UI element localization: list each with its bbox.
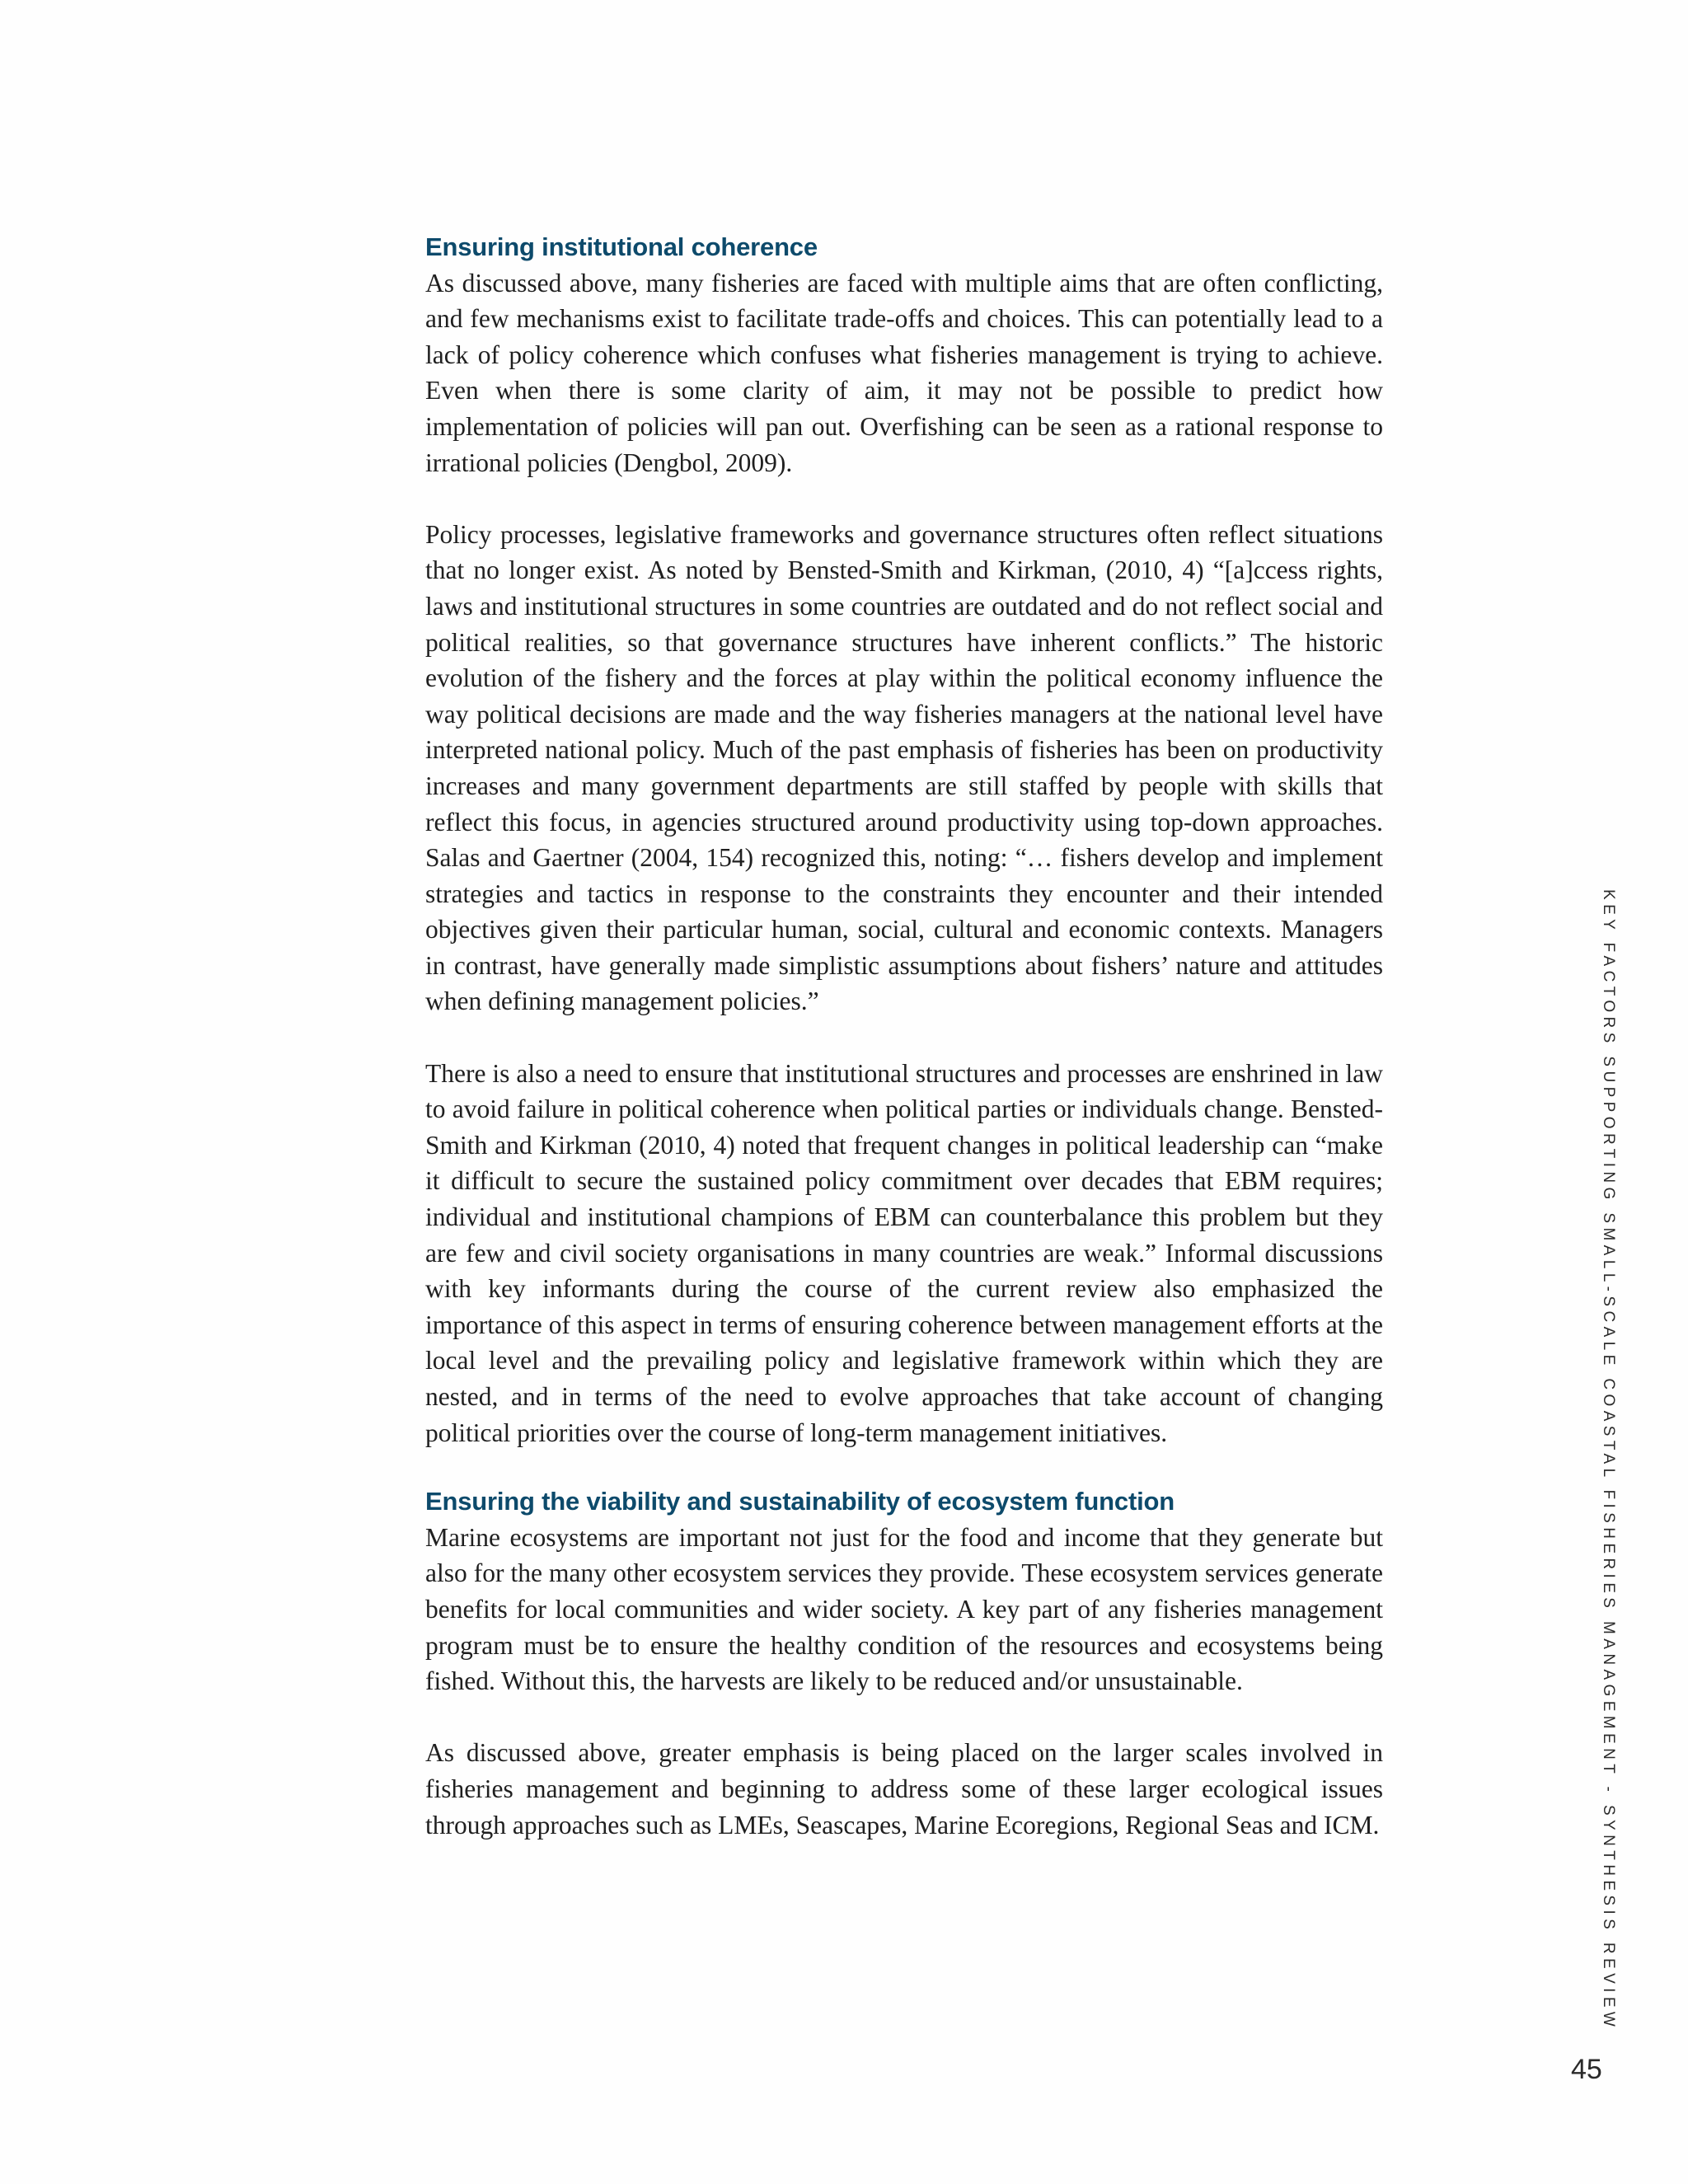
page-number: 45 — [1571, 2054, 1602, 2085]
running-head: KEY FACTORS SUPPORTING SMALL-SCALE COASTAL FISHERIES MANAGEMENT - SYNTHESIS REVIEW — [1600, 889, 1617, 2032]
section-heading-institutional-coherence: Ensuring institutional coherence — [425, 232, 818, 261]
paragraph: As discussed above, greater emphasis is being placed on the larger scales involved in fisheries management and beginning to address some of these larger ecological issues through approaches such as LMEs, Seascapes, Marine Ecoregions, Regional Seas and ICM. — [425, 1738, 1383, 1840]
paragraph: Marine ecosystems are important not just for the food and income that they generate but also for the many other ecosystem services they provide. These ecosystem services generate benefits for local communities and wider society. A key part of any fisheries management program must be to ensure the healthy condition of the resources and ecosystems being fished. Without this, the harvests are likely to be reduced and/or unsustainable. — [425, 1522, 1383, 1696]
paragraph: As discussed above, many fisheries are faced with multiple aims that are often conflicting, and few mechanisms exist to facilitate trade-offs and choices. This can potentially lead to a lack of policy coherence which confuses what fisheries management is trying to achieve. Even when there is some clarity of aim, it may not be possible to predict how implementation of policies will pan out. Overfishing can be seen as a rational response to irrational policies (Dengbol, 2009). — [425, 268, 1383, 477]
paragraph: Policy processes, legislative frameworks and governance structures often reflect situations that no longer exist. As noted by Bensted-Smith and Kirkman, (2010, 4) “[a]ccess rights, laws and institutional structures in some countries are outdated and do not reflect social and political realities, so that governance structures have inherent conflicts.” The historic evolution of the fishery and the forces at play within the political economy influence the way political decisions are made and the way fisheries managers at the national level have interpreted national policy. Much of the past emphasis of fisheries has been on productivity increases and many government departments are still staffed by people with skills that reflect this focus, in agencies structured around productivity using top-down approaches. Salas and Gaertner (2004, 154) recognized this, noting: “… fishers develop and implement strategies and tactics in response to the constraints they encounter and their intended objectives given their particular human, social, cultural and economic contexts. Managers in contrast, have generally made simplistic assumptions about fishers’ nature and attitudes when defining management policies.” — [425, 519, 1383, 1016]
paragraph: There is also a need to ensure that institutional structures and processes are enshrined in law to avoid failure in political coherence when political parties or individuals change. Bensted-Smith and Kirkman (2010, 4) noted that frequent changes in political leadership can “make it difficult to secure the sustained policy commitment over decades that EBM requires; individual and institutional champions of EBM can counterbalance this problem but they are few and civil society organisations in many countries are weak.” Informal discussions with key informants during the course of the current review also emphasized the importance of this aspect in terms of ensuring coherence between management efforts at the local level and the prevailing policy and legislative framework within which they are nested, and in terms of the need to evolve approaches that take account of changing political priorities over the course of long-term management initiatives. — [425, 1058, 1383, 1447]
main-text-column — [425, 229, 1383, 1843]
section-heading-ecosystem-function: Ensuring the viability and sustainability of ecosystem function — [425, 1487, 1175, 1516]
